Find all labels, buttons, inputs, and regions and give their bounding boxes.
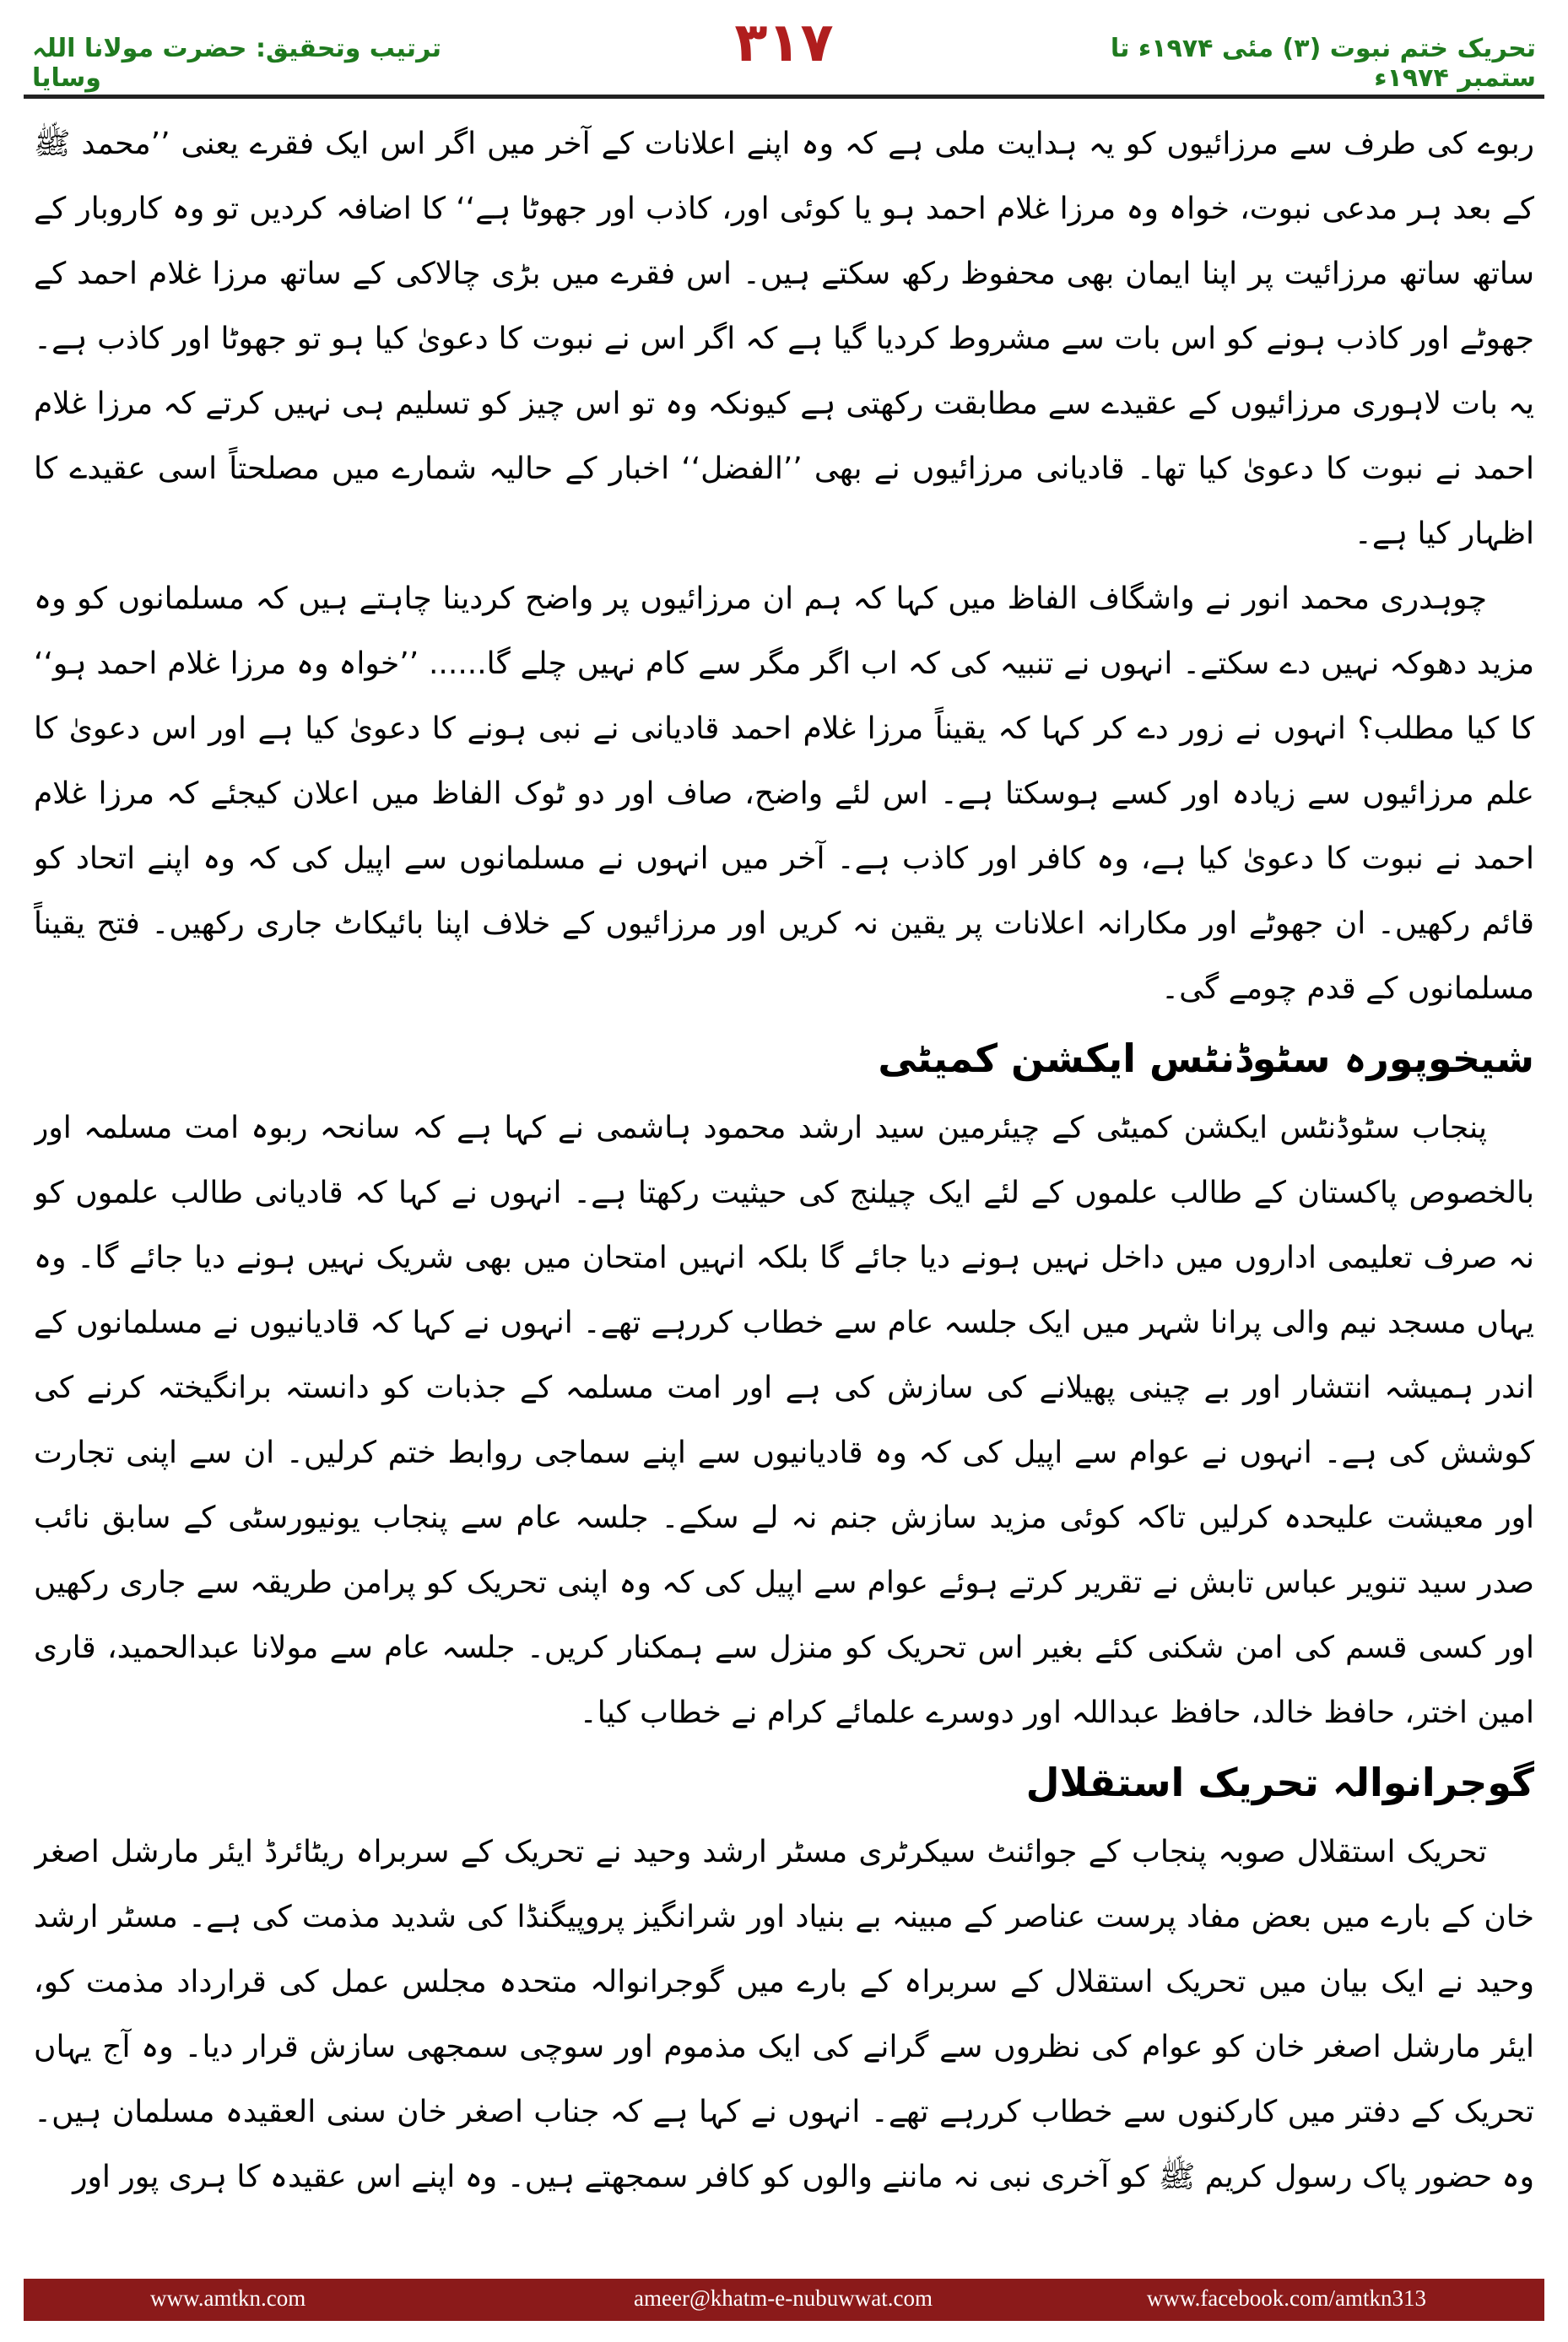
page-footer — [24, 2279, 1544, 2321]
compiler-credit: ترتیب وتحقیق: حضرت مولانا اللہ وسایا — [32, 34, 441, 93]
section-heading-sheikhupura: شیخوپورہ سٹوڈنٹس ایکشن کمیٹی — [878, 1036, 1534, 1081]
section-heading-gujranwala: گوجرانوالہ تحریک استقلال — [1025, 1760, 1534, 1805]
header-divider — [24, 95, 1544, 99]
paragraph-rabwah-instructions: ربوے کی طرف سے مرزائیوں کو یہ ہدایت ملی ہے کہ وہ اپنے اعلانات کے آخر میں اگر اس ایک فقرے یعنی ’’محمد ﷺ کے بعد ہر مدعی نبوت، خواہ وہ مرزا غلام احمد ہو یا کوئی اور، کاذب اور جھوٹا ہے‘‘ کا اضافہ کردیں تو وہ کاروبار کے ساتھ ساتھ مرزائیت پر اپنا ایمان بھی محفوظ رکھ سکتے ہیں۔ اس فقرے میں بڑی چالاکی کے ساتھ مرزا غلام احمد کے جھوٹے اور کاذب ہونے کو اس بات سے مشروط کردیا گیا ہے کہ اگر اس نے نبوت کا دعویٰ کیا ہو تو جھوٹا اور کاذب ہے۔ یہ بات لاہوری مرزائیوں کے عقیدے سے مطابقت رکھتی ہے کیونکہ وہ تو اس چیز کو تسلیم ہی نہیں کرتے کہ مرزا غلام احمد نے نبوت کا دعویٰ کیا تھا۔ قادیانی مرزائیوں نے بھی ’’الفضل‘‘ اخبار کے حالیہ شمارے میں مصلحتاً اسی عقیدے کا اظہار کیا ہے۔ — [34, 127, 1534, 551]
page-body — [34, 111, 1534, 2255]
book-title: تحریک ختم نبوت (۳) مئی ۱۹۷۴ء تا ستمبر ۱۹۷۴ء — [1110, 34, 1536, 93]
paragraph-chaudhry-anwar: چوہدری محمد انور نے واشگاف الفاظ میں کہا کہ ہم ان مرزائیوں پر واضح کردینا چاہتے ہیں کہ مسلمانوں کو وہ مزید دھوکہ نہیں دے سکتے۔ انہوں نے تنبیہ کی کہ اب اگر مگر سے کام نہیں چلے گا...... ’’خواہ وہ مرزا غلام احمد ہو‘‘ کا کیا مطلب؟ انہوں نے زور دے کر کہا کہ یقیناً مرزا غلام احمد قادیانی نے نبی ہونے کا دعویٰ کیا ہے اور اس دعویٰ کا علم مرزائیوں سے زیادہ اور کسے ہوسکتا ہے۔ اس لئے واضح، صاف اور دو ٹوک الفاظ میں اعلان کیجئے کہ مرزا غلام احمد نے نبوت کا دعویٰ کیا ہے، وہ کافر اور کاذب ہے۔ آخر میں انہوں نے مسلمانوں سے اپیل کی کہ وہ اپنے اتحاد کو قائم رکھیں۔ ان جھوٹے اور مکارانہ اعلانات پر یقین نہ کریں اور مرزائیوں کے خلاف اپنا بائیکاٹ جاری رکھیں۔ فتح یقیناً مسلمانوں کے قدم چومے گی۔ — [34, 581, 1534, 1006]
page-number: ۳۱۷ — [734, 12, 834, 74]
paragraph-tehreek-istiqlal: تحریک استقلال صوبہ پنجاب کے جوائنٹ سیکرٹری مسٹر ارشد وحید نے تحریک کے سربراہ ریٹائرڈ ایئر مارشل اصغر خان کے بارے میں بعض مفاد پرست عناصر کے مبینہ بے بنیاد اور شرانگیز پروپیگنڈا کی شدید مذمت کی ہے۔ مسٹر ارشد وحید نے ایک بیان میں تحریک استقلال کے سربراہ کے بارے میں گوجرانوالہ متحدہ مجلس عمل کی قرارداد مذمت کو، ایئر مارشل اصغر خان کو عوام کی نظروں سے گرانے کی ایک مذموم اور سوچی سمجھی سازش قرار دیا۔ وہ آج یہاں تحریک کے دفتر میں کارکنوں سے خطاب کررہے تھے۔ انہوں نے کہا ہے کہ جناب اصغر خان سنی العقیدہ مسلمان ہیں۔ وہ حضور پاک رسول کریم ﷺ کو آخری نبی نہ ماننے والوں کو کافر سمجھتے ہیں۔ وہ اپنے اس عقیدہ کا ہری پور اور — [34, 1835, 1534, 2194]
page-header — [0, 0, 1568, 101]
website-link[interactable]: www.amtkn.com — [150, 2285, 306, 2311]
email-link[interactable]: ameer@khatm-e-nubuwwat.com — [634, 2285, 933, 2311]
facebook-link[interactable]: www.facebook.com/amtkn313 — [1146, 2285, 1426, 2311]
paragraph-students-action-committee: پنجاب سٹوڈنٹس ایکشن کمیٹی کے چیئرمین سید ارشد محمود ہاشمی نے کہا ہے کہ سانحہ ربوہ امت مسلمہ اور بالخصوص پاکستان کے طالب علموں کے لئے ایک چیلنج کی حیثیت رکھتا ہے۔ انہوں نے کہا کہ قادیانی طالب علموں کو نہ صرف تعلیمی اداروں میں داخل نہیں ہونے دیا جائے گا بلکہ انہیں امتحان میں بھی شریک نہیں ہونے دیا جائے گا۔ وہ یہاں مسجد نیم والی پرانا شہر میں ایک جلسہ عام سے خطاب کررہے تھے۔ انہوں نے کہا کہ قادیانیوں نے مسلمانوں کے اندر ہمیشہ انتشار اور بے چینی پھیلانے کی سازش کی ہے اور امت مسلمہ کے جذبات کو دانستہ برانگیختہ کرنے کی کوشش کی ہے۔ انہوں نے عوام سے اپیل کی کہ وہ قادیانیوں سے اپنے سماجی روابط ختم کرلیں۔ ان سے اپنی تجارت اور معیشت علیحدہ کرلیں تاکہ کوئی مزید سازش جنم نہ لے سکے۔ جلسہ عام سے پنجاب یونیورسٹی کے سابق نائب صدر سید تنویر عباس تابش نے تقریر کرتے ہوئے عوام سے اپیل کی کہ وہ اپنی تحریک کو پرامن طریقہ سے جاری رکھیں اور کسی قسم کی امن شکنی کئے بغیر اس تحریک کو منزل سے ہمکنار کریں۔ جلسہ عام سے مولانا عبدالحمید، قاری امین اختر، حافظ خالد، حافظ عبداللہ اور دوسرے علمائے کرام نے خطاب کیا۔ — [34, 1111, 1534, 1730]
